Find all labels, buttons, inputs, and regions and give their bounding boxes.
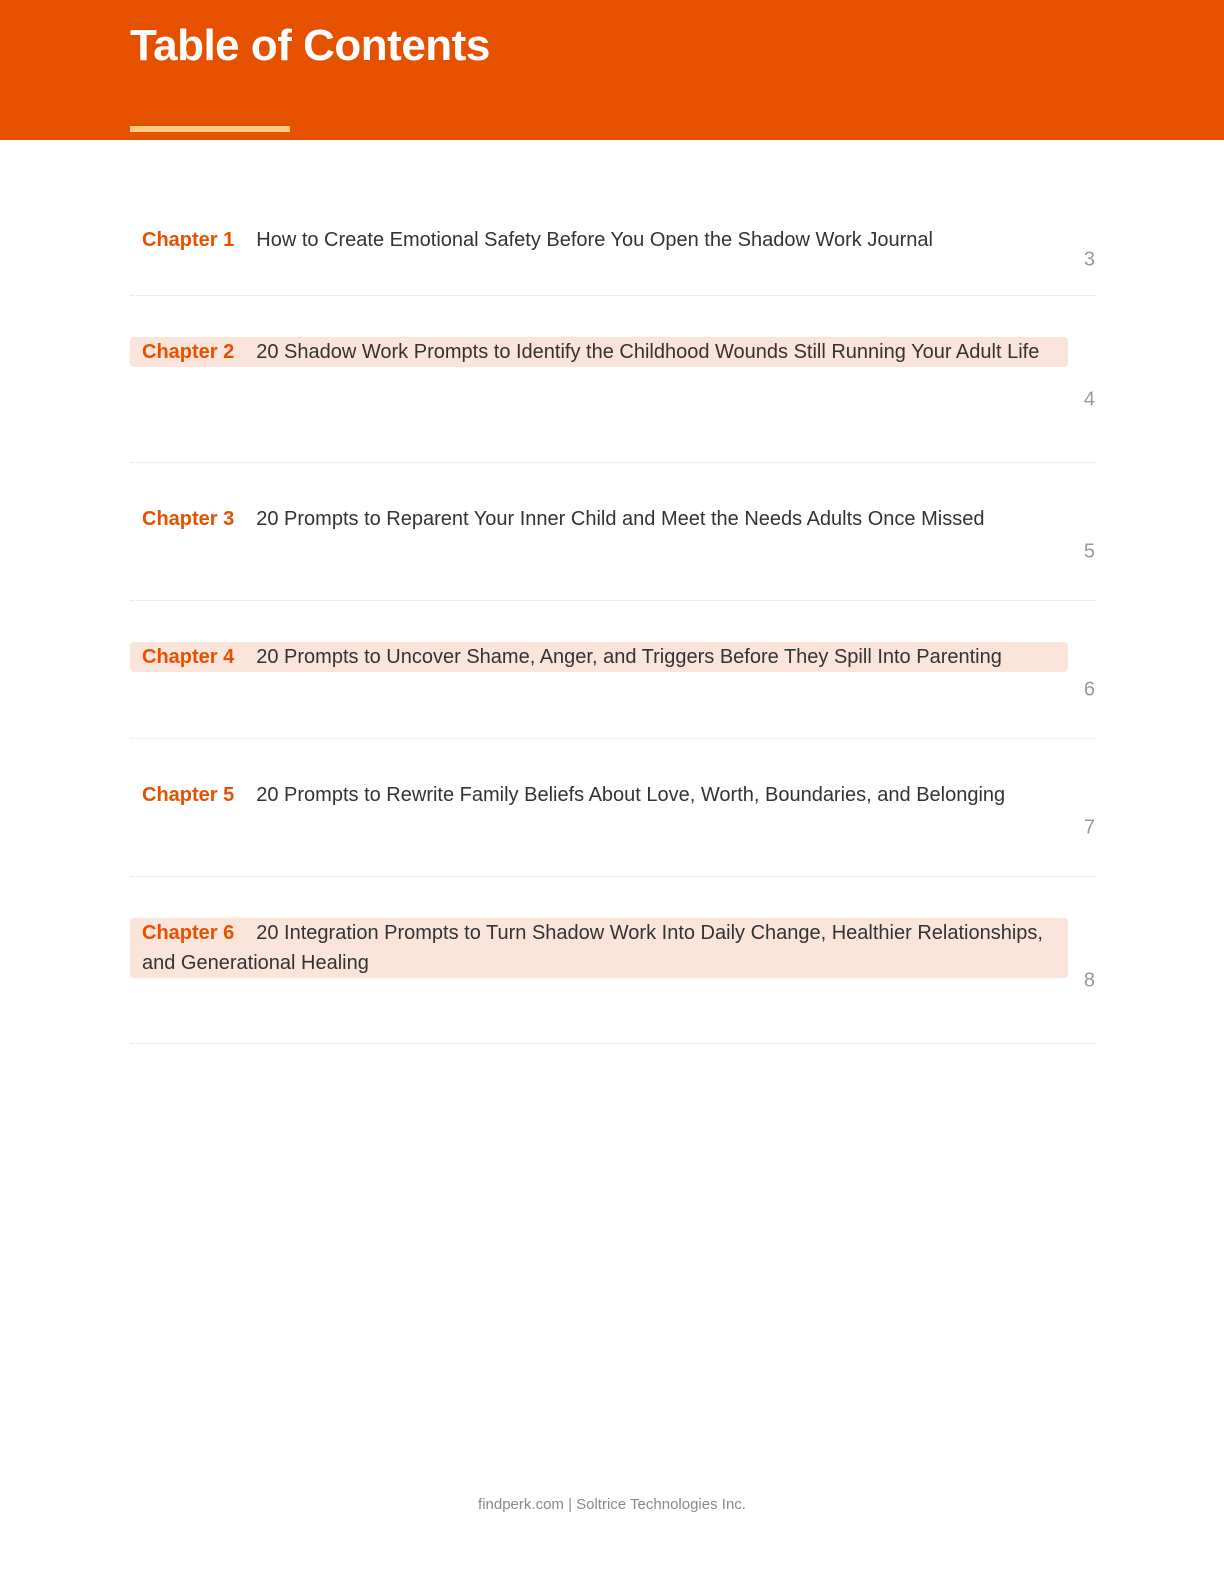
- chapter-title: How to Create Emotional Safety Before You Open the Shadow Work Journal: [256, 229, 933, 251]
- page-number: 4: [1083, 388, 1095, 410]
- toc-row-chapter-2[interactable]: [130, 337, 1095, 463]
- page-number: 6: [1083, 678, 1095, 701]
- toc-row-chapter-5[interactable]: [130, 780, 1095, 877]
- table-of-contents: [130, 210, 1095, 1044]
- toc-entry: [130, 225, 1068, 255]
- toc-entry: [130, 504, 1068, 534]
- chapter-label: Chapter 2: [142, 341, 235, 363]
- title-underline: [130, 126, 290, 132]
- chapter-label: Chapter 1: [142, 229, 235, 251]
- chapter-title: 20 Prompts to Rewrite Family Beliefs About Love, Worth, Boundaries, and Belonging: [256, 784, 1006, 806]
- toc-row-chapter-3[interactable]: [130, 504, 1095, 601]
- chapter-title: 20 Integration Prompts to Turn Shadow Work Into Daily Change, Healthier Relationships, and Generational Healing: [142, 922, 1043, 974]
- chapter-label: Chapter 3: [142, 508, 235, 530]
- chapter-label: Chapter 5: [142, 784, 235, 806]
- toc-entry-highlighted: [130, 918, 1068, 978]
- page-number: 5: [1083, 540, 1095, 563]
- page-title: Table of Contents: [130, 21, 490, 70]
- toc-row-chapter-4[interactable]: [130, 642, 1095, 739]
- toc-row-chapter-1[interactable]: [130, 225, 1095, 296]
- page-number: 8: [1083, 969, 1095, 991]
- toc-entry-highlighted: [130, 642, 1068, 672]
- toc-row-chapter-6[interactable]: [130, 918, 1095, 1044]
- toc-entry-highlighted: [130, 337, 1068, 367]
- footer-credit: findperk.com | Soltrice Technologies Inc.: [478, 1496, 746, 1513]
- chapter-title: 20 Shadow Work Prompts to Identify the Childhood Wounds Still Running Your Adult Life: [256, 341, 1040, 363]
- page-number: 7: [1083, 816, 1095, 839]
- chapter-label: Chapter 4: [142, 646, 235, 668]
- chapter-title: 20 Prompts to Reparent Your Inner Child and Meet the Needs Adults Once Missed: [256, 508, 985, 530]
- chapter-label: Chapter 6: [142, 922, 235, 944]
- header-banner: [0, 0, 1224, 140]
- page-number: 3: [1083, 248, 1095, 271]
- chapter-title: 20 Prompts to Uncover Shame, Anger, and Triggers Before They Spill Into Parenting: [256, 646, 1002, 668]
- toc-entry: [130, 780, 1068, 810]
